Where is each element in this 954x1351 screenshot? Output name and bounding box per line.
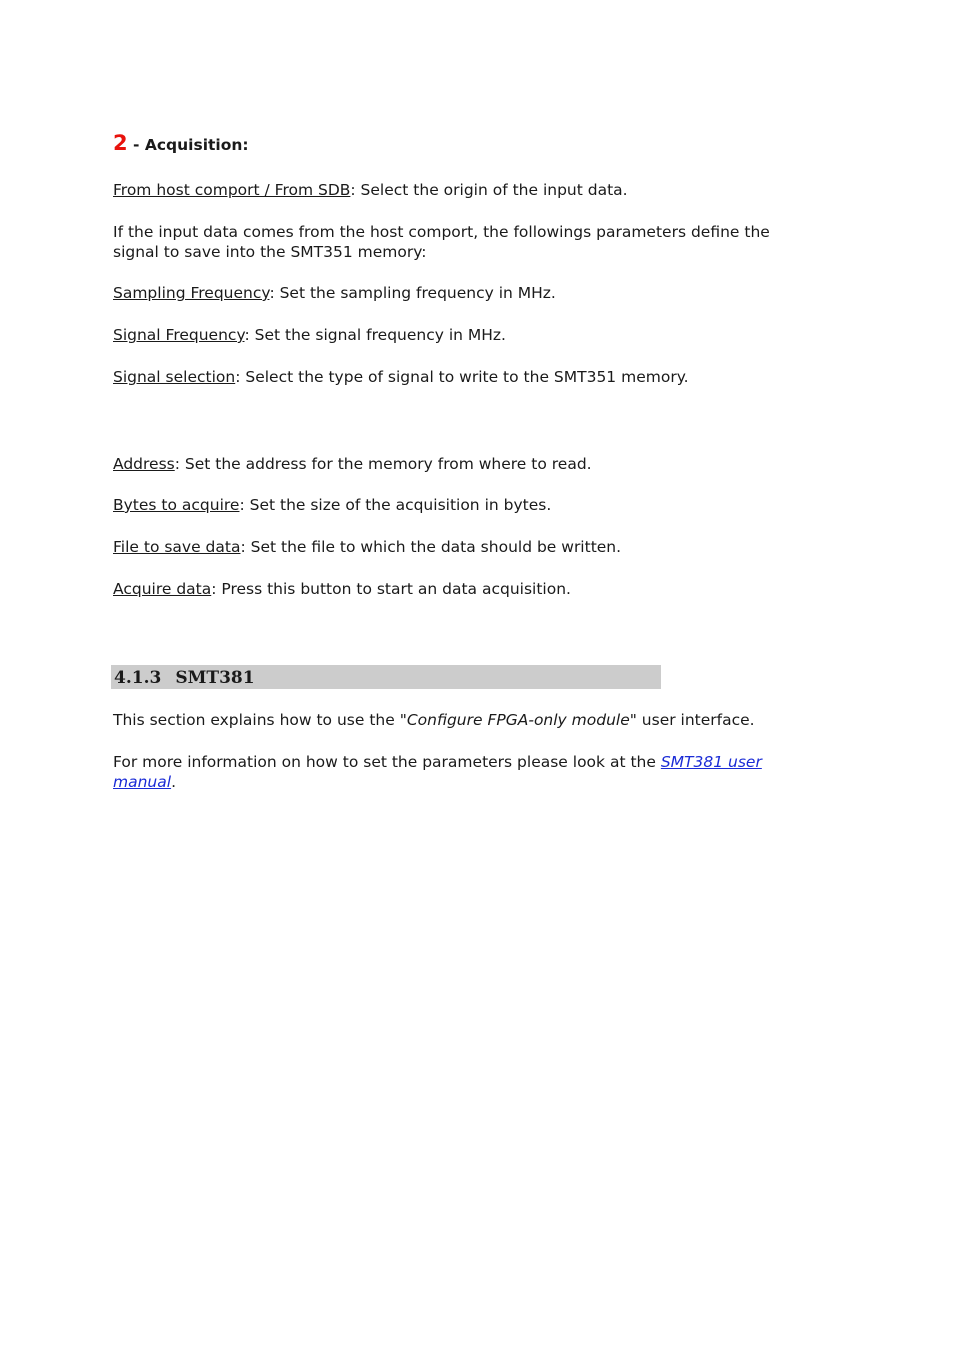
term-origin: From host comport / From SDB <box>113 181 351 199</box>
term-bytes-to-acquire: Bytes to acquire <box>113 496 240 514</box>
term-signal-frequency: Signal Frequency <box>113 326 245 344</box>
paragraph-origin <box>113 181 813 201</box>
link-line-2: manual <box>113 772 172 791</box>
paragraph-sampling-frequency <box>113 284 813 304</box>
term-sampling-frequency: Sampling Frequency <box>113 284 270 302</box>
more-info-after: . <box>171 772 176 791</box>
term-address: Address <box>113 455 175 473</box>
paragraph-file-to-save <box>113 538 813 558</box>
section-title: SMT381 <box>175 668 255 688</box>
desc-bytes-to-acquire: : Set the size of the acquisition in bytes. <box>239 496 552 514</box>
step-heading <box>113 131 813 156</box>
paragraph-intro <box>113 711 813 731</box>
desc-signal-selection: : Select the type of signal to write to the SMT351 memory. <box>235 368 689 386</box>
paragraph-signal-selection <box>113 368 813 388</box>
term-file-to-save: File to save data <box>113 538 241 556</box>
term-signal-selection: Signal selection <box>113 368 236 386</box>
paragraph-address <box>113 455 813 475</box>
desc-acquire-data: : Press this button to start an data acquisition. <box>211 580 571 598</box>
intro-after: " user interface. <box>629 711 755 729</box>
paragraph-more-info <box>113 753 813 792</box>
intro-emphasis: Configure FPGA-only module <box>406 711 630 729</box>
term-acquire-data: Acquire data <box>113 580 212 598</box>
paragraph-signal-frequency <box>113 326 813 346</box>
desc-file-to-save: : Set the file to which the data should be written. <box>240 538 622 556</box>
step-number: 2 <box>113 131 128 155</box>
desc-address: : Set the address for the memory from where to read. <box>174 455 592 473</box>
step-title: - Acquisition: <box>133 136 249 154</box>
desc-origin: : Select the origin of the input data. <box>350 181 628 199</box>
paragraph-host-comport <box>113 223 813 262</box>
desc-signal-frequency: : Set the signal frequency in MHz. <box>244 326 506 344</box>
link-line-1: SMT381 user <box>660 753 762 771</box>
intro-before: This section explains how to use the " <box>113 711 407 729</box>
text-host-comport: If the input data comes from the host comport, the followings parameters define the signal to save into the SMT351 memory: <box>113 223 770 261</box>
section-number: 4.1.3 <box>114 668 162 688</box>
more-info-before: For more information on how to set the parameters please look at the <box>113 753 661 771</box>
paragraph-acquire-data <box>113 580 813 600</box>
desc-sampling-frequency: : Set the sampling frequency in MHz. <box>269 284 556 302</box>
section-heading <box>114 667 255 689</box>
paragraph-bytes-to-acquire <box>113 496 813 516</box>
